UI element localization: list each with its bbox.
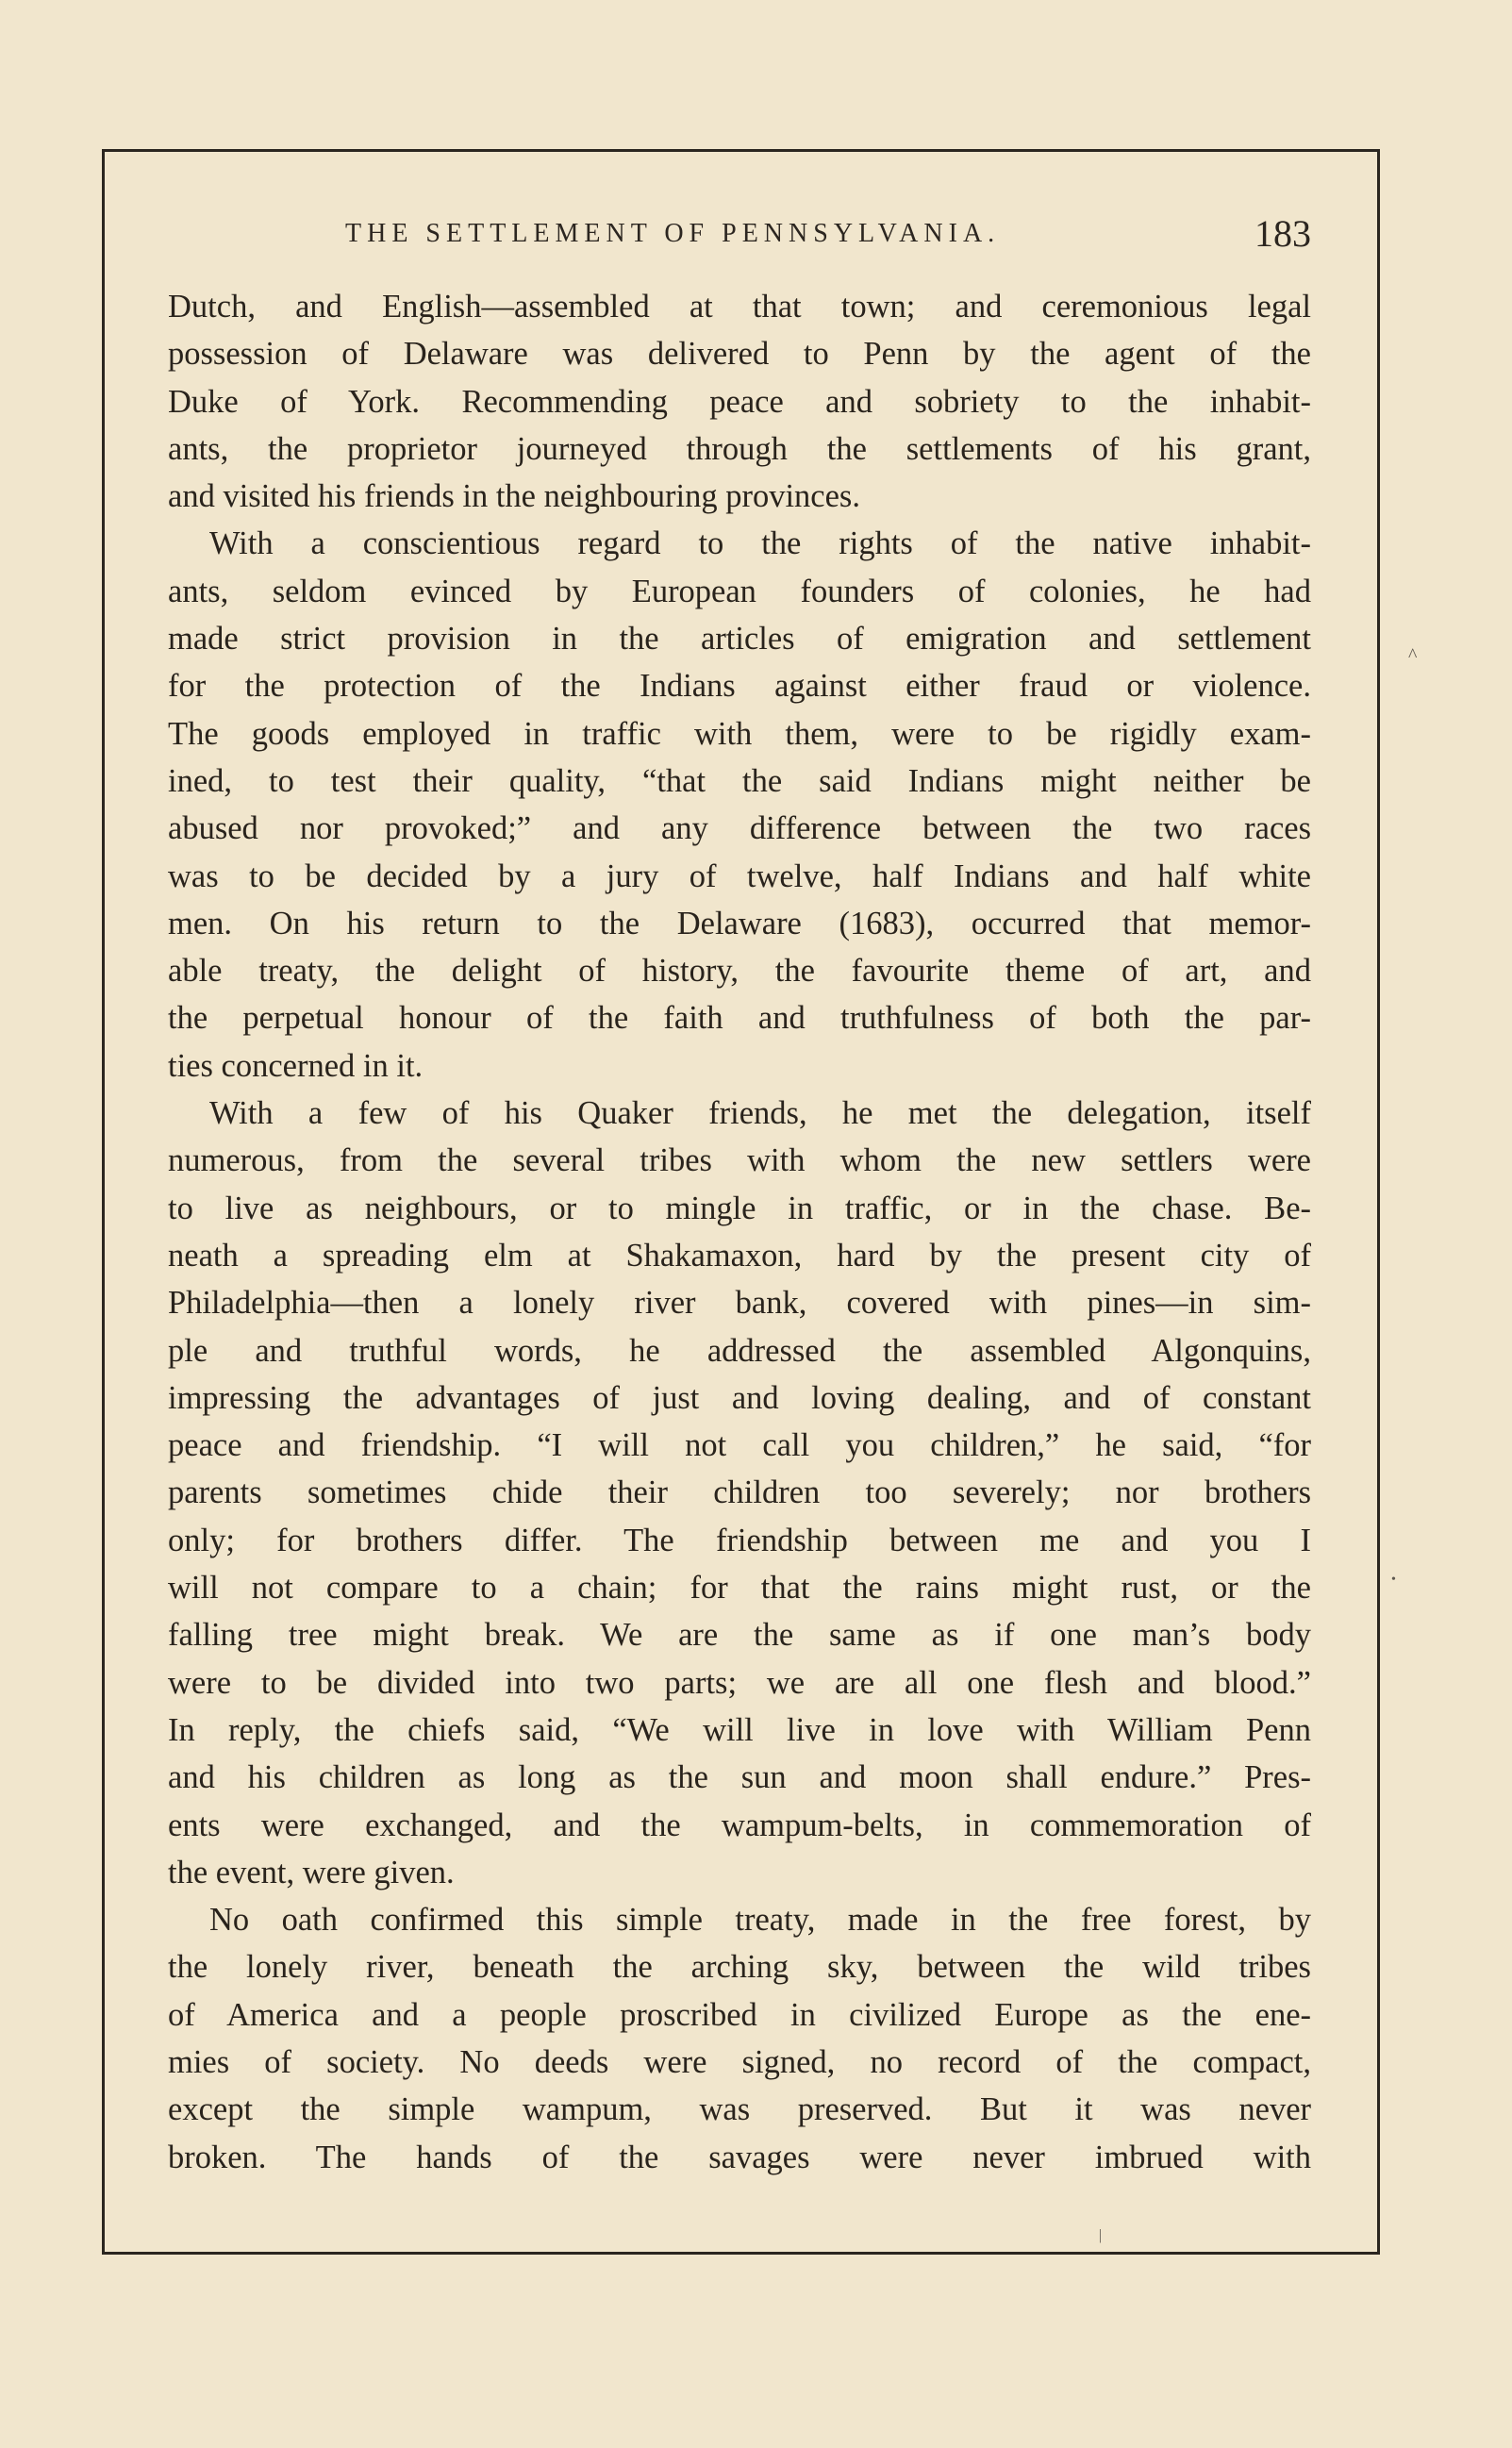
text-line: ents were exchanged, and the wampum-belts, in commemoration of	[168, 1807, 1311, 1843]
text-line: possession of Delaware was delivered to Penn by the agent of the	[168, 336, 1311, 373]
text-line: The goods employed in traffic with them, were to be rigidly exam-	[168, 715, 1311, 752]
text-line: were to be divided into two parts; we are all one flesh and blood.”	[168, 1664, 1311, 1701]
text-line: No oath confirmed this simple treaty, made in the free forest, by	[209, 1902, 1311, 1939]
text-line: abused nor provoked;” and any difference between the two races	[168, 810, 1311, 847]
margin-dot-mark: •	[1391, 1573, 1396, 1587]
text-line: except the simple wampum, was preserved. But it was never	[168, 2091, 1311, 2128]
text-line: Philadelphia—then a lonely river bank, covered with pines—in sim-	[168, 1285, 1311, 1322]
running-head	[166, 212, 1311, 262]
text-line: impressing the advantages of just and loving dealing, and of constant	[168, 1379, 1311, 1416]
text-line: able treaty, the delight of history, the favourite theme of art, and	[168, 953, 1311, 990]
text-line: ple and truthful words, he addressed the assembled Algonquins,	[168, 1332, 1311, 1369]
text-line: only; for brothers differ. The friendship between me and you I	[168, 1522, 1311, 1558]
text-line: falling tree might break. We are the same as if one man’s body	[168, 1617, 1311, 1654]
text-line: was to be decided by a jury of twelve, half Indians and half white	[168, 858, 1311, 894]
text-line: men. On his return to the Delaware (1683), occurred that memor-	[168, 905, 1311, 941]
text-line: numerous, from the several tribes with whom the new settlers were	[168, 1142, 1311, 1179]
margin-caret-mark: ^	[1408, 645, 1418, 666]
body-text	[168, 283, 1311, 2206]
text-line: ants, the proprietor journeyed through the settlements of his grant,	[168, 430, 1311, 467]
text-line: neath a spreading elm at Shakamaxon, hard by the present city of	[168, 1237, 1311, 1274]
text-line: parents sometimes chide their children too severely; nor brothers	[168, 1474, 1311, 1511]
text-line: of America and a people proscribed in civilized Europe as the ene-	[168, 1996, 1311, 2033]
text-line: broken. The hands of the savages were never imbrued with	[168, 2139, 1311, 2175]
margin-tick-mark: |	[1099, 2227, 1103, 2243]
text-line: to live as neighbours, or to mingle in traffic, or in the chase. Be-	[168, 1190, 1311, 1226]
text-line: made strict provision in the articles of emigration and settlement	[168, 621, 1311, 658]
text-line: and visited his friends in the neighbouring provinces.	[168, 478, 860, 515]
page-number: 183	[1254, 212, 1311, 255]
text-line: In reply, the chiefs said, “We will live in love with William Penn	[168, 1711, 1311, 1748]
text-line: and his children as long as the sun and moon shall endure.” Pres-	[168, 1759, 1311, 1796]
text-line: ants, seldom evinced by European founders of colonies, he had	[168, 573, 1311, 609]
text-line: With a conscientious regard to the rights of the native inhabit-	[209, 525, 1311, 562]
text-line: Dutch, and English—assembled at that town; and ceremonious legal	[168, 289, 1311, 325]
text-line: With a few of his Quaker friends, he met the delegation, itself	[209, 1095, 1311, 1132]
text-line: ined, to test their quality, “that the said Indians might neither be	[168, 762, 1311, 799]
text-line: will not compare to a chain; for that the rains might rust, or the	[168, 1570, 1311, 1607]
text-line: mies of society. No deeds were signed, no record of the compact,	[168, 2043, 1311, 2080]
text-line: the perpetual honour of the faith and truthfulness of both the par-	[168, 1000, 1311, 1037]
text-line: the lonely river, beneath the arching sky, between the wild tribes	[168, 1949, 1311, 1986]
text-line: ties concerned in it.	[168, 1047, 424, 1084]
text-line: the event, were given.	[168, 1854, 455, 1890]
text-line: for the protection of the Indians against either fraud or violence.	[168, 668, 1311, 705]
running-title: THE SETTLEMENT OF PENNSYLVANIA.	[345, 219, 1001, 248]
text-line: peace and friendship. “I will not call you children,” he said, “for	[168, 1427, 1311, 1464]
text-line: Duke of York. Recommending peace and sobriety to the inhabit-	[168, 383, 1311, 420]
